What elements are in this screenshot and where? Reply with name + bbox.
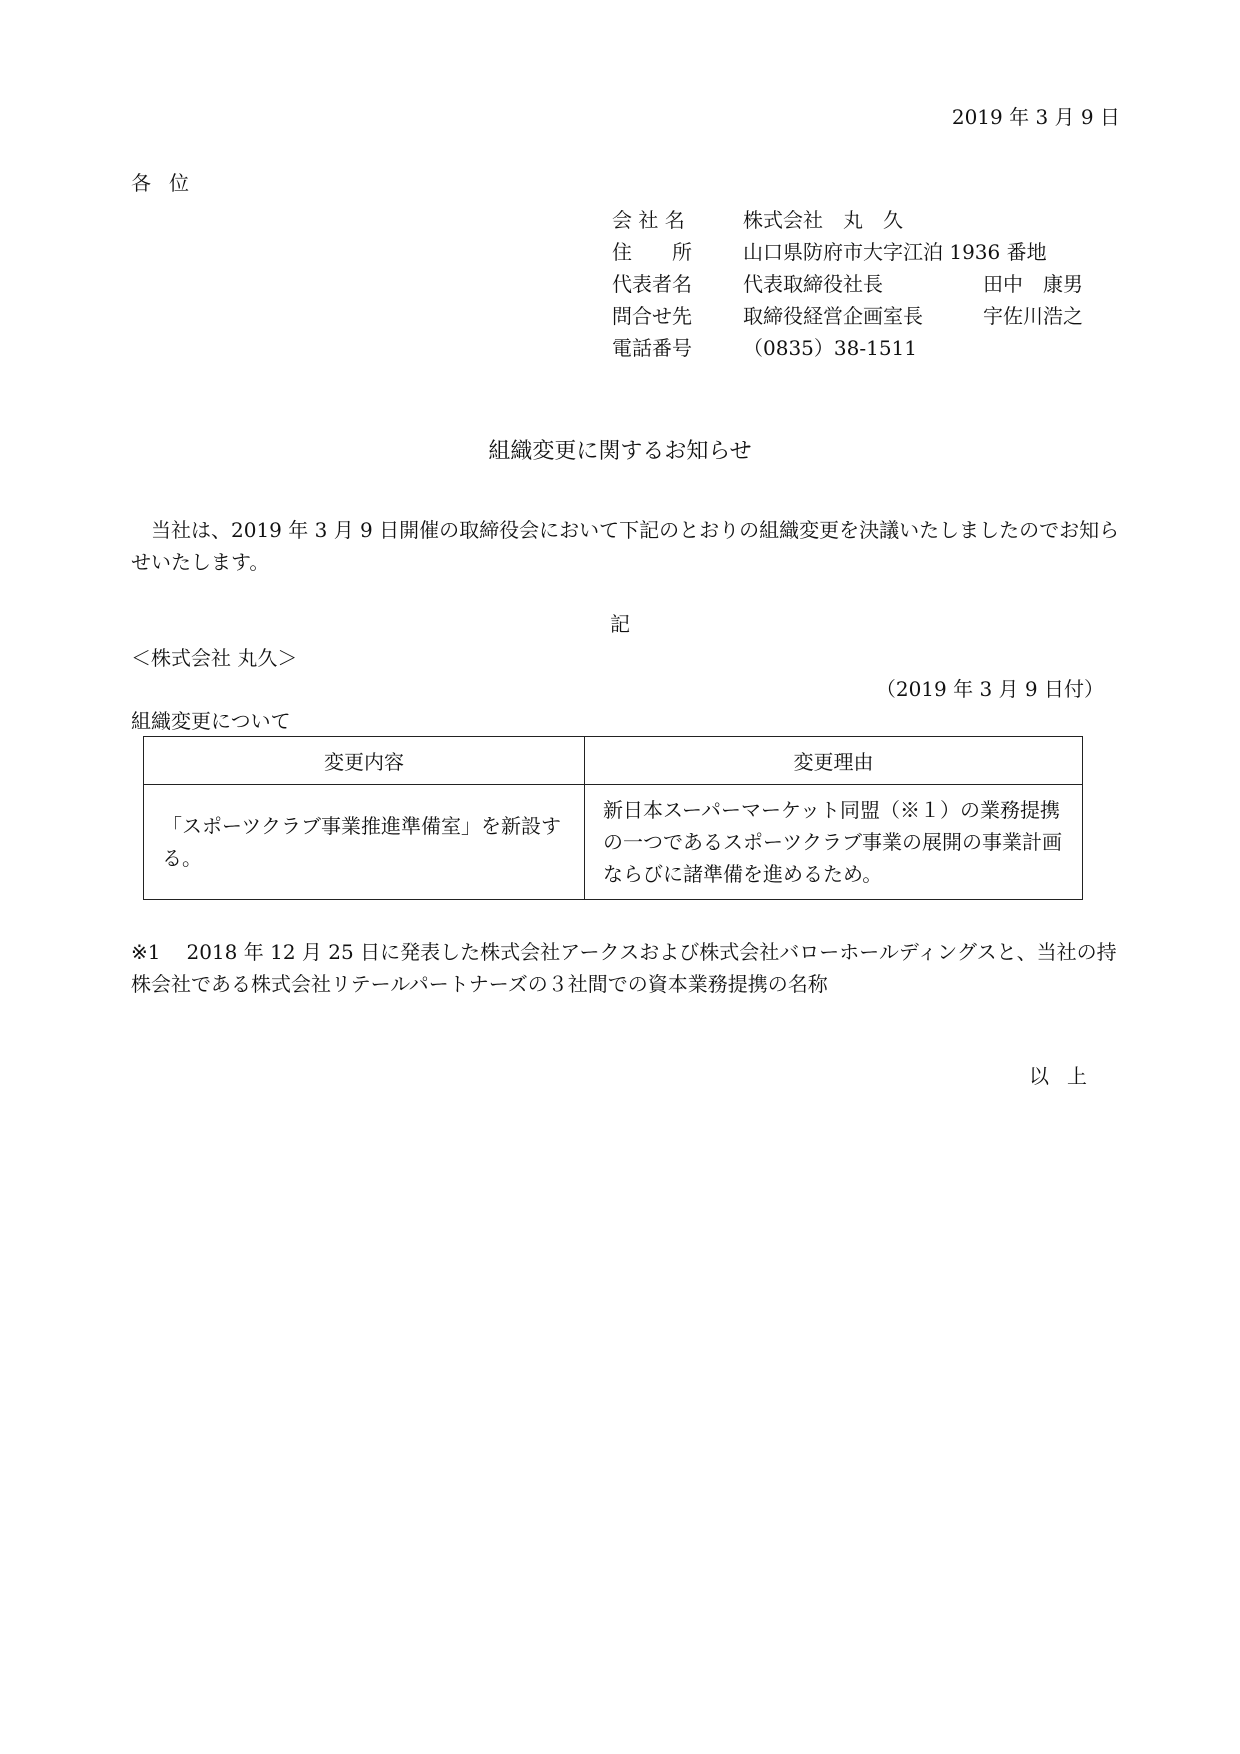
company-info-label: 代表者名 (612, 272, 692, 296)
section-heading: 組織変更について (131, 709, 291, 733)
table-header-row (144, 737, 1083, 785)
company-info-value: 取締役経営企画室長 (743, 304, 923, 328)
document-title: 組織変更に関するお知らせ (488, 439, 752, 464)
footnote-text: 2018 年 12 月 25 日に発表した株式会社アークスおよび株式会社バローホールディングスと、当社の持株会社である株式会社リテールパートナーズの３社間での資本業務提携の名称 (131, 940, 1117, 996)
company-info-label: 電話番号 (612, 336, 692, 360)
company-info-label: 住 所 (612, 240, 692, 264)
company-info (612, 204, 1083, 364)
footnote-mark: ※1 (131, 940, 161, 964)
company-info-value: 株式会社 丸 久 (743, 208, 903, 232)
company-info-label: 問合せ先 (612, 304, 692, 328)
company-info-row (612, 268, 1083, 300)
table-row (144, 785, 1083, 900)
company-info-value: 代表取締役社長 (743, 272, 883, 296)
effective-date: （2019 年 3 月 9 日付） (875, 677, 1104, 701)
changes-table (143, 736, 1083, 900)
company-info-person: 田中 康男 (983, 272, 1083, 296)
company-info-person: 宇佐川浩之 (983, 304, 1083, 328)
footnote (131, 936, 1121, 1000)
closing-remark: 以上 (1029, 1064, 1105, 1088)
cell-change-content: 「スポーツクラブ事業推進準備室」を新設する。 (144, 785, 585, 900)
document-date: 2019 年 3 月 9 日 (951, 105, 1120, 129)
ki-heading: 記 (610, 612, 630, 636)
company-info-value: （0835）38-1511 (743, 336, 918, 360)
header-change-content: 変更内容 (144, 737, 585, 785)
company-info-row (612, 236, 1083, 268)
company-info-row (612, 300, 1083, 332)
company-info-label: 会 社 名 (612, 208, 685, 232)
company-info-row (612, 204, 1083, 236)
company-info-value: 山口県防府市大字江泊 1936 番地 (743, 240, 1047, 264)
organization-name: ＜株式会社 丸久＞ (131, 646, 298, 670)
header-change-reason: 変更理由 (585, 737, 1083, 785)
cell-change-reason: 新日本スーパーマーケット同盟（※１）の業務提携の一つであるスポーツクラブ事業の展開の事業計画ならびに諸準備を進めるため。 (585, 785, 1083, 900)
body-paragraph: 当社は、2019 年 3 月 9 日開催の取締役会において下記のとおりの組織変更を決議いたしましたのでお知らせいたします。 (131, 518, 1120, 574)
company-info-row (612, 332, 1083, 364)
addressee: 各位 (131, 171, 207, 195)
